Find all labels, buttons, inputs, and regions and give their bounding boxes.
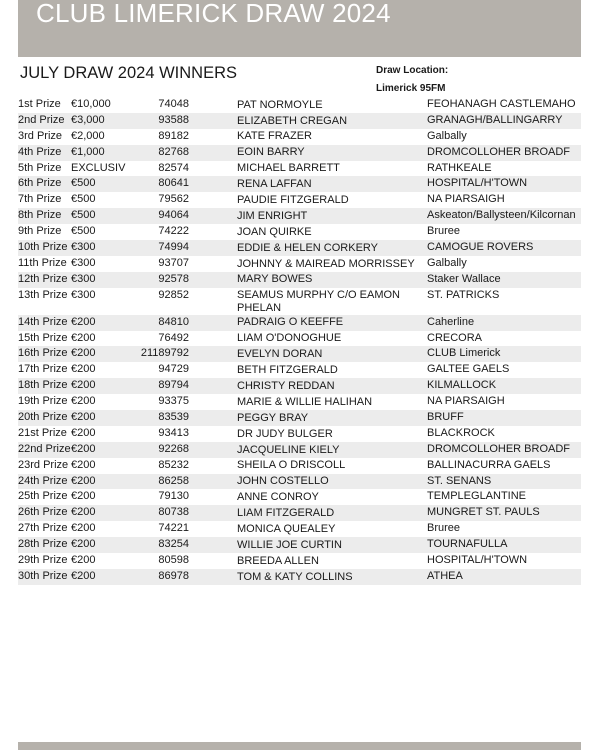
prize-cell: 22nd Prize [18, 442, 71, 455]
header-banner [18, 0, 581, 57]
ticket-number-cell: 86978 [158, 569, 189, 582]
amount-cell: €200 [71, 522, 96, 535]
ticket-number-cell: 79562 [158, 193, 189, 206]
winner-name-cell: DR JUDY BULGER [237, 427, 333, 440]
winner-row [18, 426, 581, 442]
winner-name-cell: PAUDIE FITZGERALD [237, 194, 349, 207]
ticket-number-cell: 93707 [158, 256, 189, 269]
amount-cell: €200 [71, 315, 96, 328]
club-cell: Bruree [427, 225, 461, 238]
amount-cell: €200 [71, 538, 96, 551]
club-cell: BLACKROCK [427, 426, 495, 439]
amount-cell: €200 [71, 363, 96, 376]
winner-name-cell: LIAM FITZGERALD [237, 507, 335, 520]
winner-name-cell: MICHAEL BARRETT [237, 162, 340, 175]
winner-row [18, 537, 581, 553]
winner-name-cell: CHRISTY REDDAN [237, 379, 335, 392]
winner-row [18, 224, 581, 240]
amount-cell: €2,000 [71, 129, 105, 142]
winner-name-cell: EDDIE & HELEN CORKERY [237, 241, 379, 254]
amount-cell: €200 [71, 426, 96, 439]
club-cell: HOSPITAL/H'TOWN [427, 177, 528, 190]
winner-row [18, 521, 581, 537]
amount-cell: €300 [71, 241, 96, 254]
winner-name-cell: MONICA QUEALEY [237, 522, 336, 535]
amount-cell: EXCLUSIV [71, 161, 126, 174]
page-title: CLUB LIMERICK DRAW 2024 [36, 0, 391, 28]
winner-name-cell: JIM ENRIGHT [237, 209, 308, 222]
winner-name-cell: PEGGY BRAY [237, 411, 309, 424]
winner-name-cell: BETH FITZGERALD [237, 364, 338, 377]
winner-row [18, 378, 581, 394]
winner-row [18, 331, 581, 347]
amount-cell: €500 [71, 225, 96, 238]
club-cell: CLUB Limerick [427, 347, 501, 360]
winner-name-cell: SEAMUS MURPHY C/O EAMON PHELAN [237, 289, 400, 314]
ticket-number-cell: 84810 [158, 315, 189, 328]
winner-row [18, 553, 581, 569]
winner-name-cell: PAT NORMOYLE [237, 98, 323, 111]
winner-name-cell: MARY BOWES [237, 273, 313, 286]
prize-cell: 23rd Prize [18, 458, 69, 471]
winner-row [18, 113, 581, 129]
winner-row [18, 145, 581, 161]
amount-cell: €200 [71, 331, 96, 344]
winner-row [18, 474, 581, 490]
ticket-number-cell: 80738 [158, 506, 189, 519]
draw-location-label: Draw Location: [376, 65, 449, 76]
prize-cell: 27th Prize [18, 522, 68, 535]
club-cell: ATHEA [427, 569, 463, 582]
prize-cell: 2nd Prize [18, 113, 65, 126]
winner-row [18, 161, 581, 177]
winner-name-cell: EOIN BARRY [237, 146, 305, 159]
winner-name-cell: JOAN QUIRKE [237, 225, 312, 238]
ticket-number-cell: 79130 [158, 490, 189, 503]
prize-cell: 28th Prize [18, 538, 68, 551]
ticket-number-cell: 74222 [158, 225, 189, 238]
winner-name-cell: MARIE & WILLIE HALIHAN [237, 395, 373, 408]
club-cell: TOURNAFULLA [427, 538, 508, 551]
winner-row [18, 569, 581, 585]
prize-cell: 16th Prize [18, 347, 68, 360]
club-cell: Bruree [427, 522, 461, 535]
amount-cell: €200 [71, 347, 96, 360]
amount-cell: €200 [71, 379, 96, 392]
footer-bar [18, 742, 581, 750]
winner-name-cell: EVELYN DORAN [237, 348, 323, 361]
winner-row [18, 176, 581, 192]
prize-cell: 12th Prize [18, 272, 68, 285]
amount-cell: €200 [71, 474, 96, 487]
amount-cell: €200 [71, 411, 96, 424]
ticket-number-cell: 94729 [158, 363, 189, 376]
club-cell: Galbally [427, 256, 467, 269]
winner-name-cell: JOHNNY & MAIREAD MORRISSEY [237, 257, 415, 270]
prize-cell: 13th Prize [18, 288, 68, 301]
ticket-number-cell: 92268 [158, 442, 189, 455]
prize-cell: 4th Prize [18, 145, 62, 158]
club-cell: GRANAGH/BALLINGARRY [427, 113, 563, 126]
winner-row [18, 97, 581, 113]
winner-row [18, 315, 581, 331]
winner-name-cell: BREEDA ALLEN [237, 554, 319, 567]
ticket-number-cell: 83254 [158, 538, 189, 551]
ticket-number-cell: 82574 [158, 161, 189, 174]
amount-cell: €500 [71, 209, 96, 222]
amount-cell: €1,000 [71, 145, 105, 158]
ticket-number-cell: 83539 [158, 411, 189, 424]
prize-cell: 29th Prize [18, 554, 68, 567]
club-cell: BALLINACURRA GAELS [427, 458, 551, 471]
prize-cell: 8th Prize [18, 209, 62, 222]
winner-name-cell: RENA LAFFAN [237, 178, 312, 191]
winner-name-cell: KATE FRAZER [237, 130, 312, 143]
winner-name-cell: ANNE CONROY [237, 491, 319, 504]
prize-cell: 26th Prize [18, 506, 68, 519]
ticket-number-cell: 21189792 [140, 347, 189, 360]
ticket-number-cell: 74994 [158, 241, 189, 254]
winner-name-cell: JOHN COSTELLO [237, 475, 329, 488]
club-cell: BRUFF [427, 411, 464, 424]
draw-location-value: Limerick 95FM [376, 83, 446, 94]
amount-cell: €300 [71, 288, 96, 301]
prize-cell: 24th Prize [18, 474, 68, 487]
winner-row [18, 489, 581, 505]
prize-cell: 6th Prize [18, 177, 62, 190]
club-cell: Askeaton/Ballysteen/Kilcornan [427, 209, 576, 222]
prize-cell: 30th Prize [18, 569, 68, 582]
prize-cell: 7th Prize [18, 193, 62, 206]
ticket-number-cell: 93588 [158, 113, 189, 126]
club-cell: KILMALLOCK [427, 379, 497, 392]
winner-row [18, 458, 581, 474]
winner-name-cell: JACQUELINE KIELY [237, 443, 340, 456]
ticket-number-cell: 76492 [158, 331, 189, 344]
winner-row [18, 256, 581, 272]
winner-row [18, 208, 581, 224]
ticket-number-cell: 86258 [158, 474, 189, 487]
winner-row [18, 129, 581, 145]
prize-cell: 14th Prize [18, 315, 68, 328]
ticket-number-cell: 80641 [158, 177, 189, 190]
club-cell: Caherline [427, 315, 475, 328]
amount-cell: €200 [71, 442, 96, 455]
prize-cell: 9th Prize [18, 225, 62, 238]
winner-row [18, 192, 581, 208]
prize-cell: 5th Prize [18, 161, 62, 174]
ticket-number-cell: 92852 [158, 288, 189, 301]
ticket-number-cell: 80598 [158, 554, 189, 567]
amount-cell: €200 [71, 395, 96, 408]
prize-cell: 1st Prize [18, 98, 61, 110]
prize-cell: 21st Prize [18, 426, 67, 439]
ticket-number-cell: 74221 [158, 522, 189, 535]
club-cell: DROMCOLLOHER BROADF [427, 442, 571, 455]
club-cell: DROMCOLLOHER BROADF [427, 145, 571, 158]
amount-cell: €200 [71, 506, 96, 519]
club-cell: ST. PATRICKS [427, 288, 500, 301]
winner-row [18, 410, 581, 426]
amount-cell: €10,000 [71, 98, 111, 110]
winner-row [18, 394, 581, 410]
club-cell: RATHKEALE [427, 161, 492, 174]
club-cell: ST. SENANS [427, 474, 492, 487]
club-cell: GALTEE GAELS [427, 363, 510, 376]
winner-name-cell: LIAM O'DONOGHUE [237, 332, 342, 345]
amount-cell: €200 [71, 458, 96, 471]
winner-row [18, 288, 581, 315]
winner-row [18, 505, 581, 521]
ticket-number-cell: 89794 [158, 379, 189, 392]
winner-row [18, 442, 581, 458]
club-cell: TEMPLEGLANTINE [427, 490, 527, 503]
ticket-number-cell: 94064 [158, 209, 189, 222]
winner-name-cell: TOM & KATY COLLINS [237, 570, 353, 583]
winner-name-cell: ELIZABETH CREGAN [237, 114, 348, 127]
club-cell: NA PIARSAIGH [427, 395, 505, 408]
club-cell: Staker Wallace [427, 272, 501, 285]
club-cell: MUNGRET ST. PAULS [427, 506, 540, 519]
amount-cell: €500 [71, 193, 96, 206]
ticket-number-cell: 85232 [158, 458, 189, 471]
winner-row [18, 272, 581, 288]
prize-cell: 10th Prize [18, 241, 68, 254]
ticket-number-cell: 93413 [158, 426, 189, 439]
ticket-number-cell: 93375 [158, 395, 189, 408]
amount-cell: €500 [71, 177, 96, 190]
prize-cell: 20th Prize [18, 411, 68, 424]
prize-cell: 25th Prize [18, 490, 68, 503]
prize-cell: 19th Prize [18, 395, 68, 408]
winner-row [18, 346, 581, 362]
winners-table [18, 97, 581, 585]
amount-cell: €200 [71, 554, 96, 567]
amount-cell: €3,000 [71, 113, 105, 126]
winner-name-cell: PADRAIG O KEEFFE [237, 316, 344, 329]
winner-row [18, 240, 581, 256]
club-cell: Galbally [427, 129, 467, 142]
ticket-number-cell: 82768 [158, 145, 189, 158]
ticket-number-cell: 89182 [158, 129, 189, 142]
club-cell: HOSPITAL/H'TOWN [427, 554, 528, 567]
club-cell: FEOHANAGH CASTLEMAHO [427, 98, 576, 110]
amount-cell: €200 [71, 490, 96, 503]
amount-cell: €200 [71, 569, 96, 582]
winner-name-cell: SHEILA O DRISCOLL [237, 459, 346, 472]
prize-cell: 15th Prize [18, 331, 68, 344]
winner-name-cell: WILLIE JOE CURTIN [237, 538, 342, 551]
club-cell: NA PIARSAIGH [427, 193, 505, 206]
prize-cell: 17th Prize [18, 363, 68, 376]
amount-cell: €300 [71, 272, 96, 285]
club-cell: CAMOGUE ROVERS [427, 241, 534, 254]
prize-cell: 18th Prize [18, 379, 68, 392]
winner-row [18, 362, 581, 378]
ticket-number-cell: 92578 [158, 272, 189, 285]
prize-cell: 11th Prize [18, 256, 67, 269]
ticket-number-cell: 74048 [158, 98, 189, 110]
amount-cell: €300 [71, 256, 96, 269]
prize-cell: 3rd Prize [18, 129, 63, 142]
club-cell: CRECORA [427, 331, 483, 344]
draw-subtitle: JULY DRAW 2024 WINNERS [20, 64, 237, 82]
